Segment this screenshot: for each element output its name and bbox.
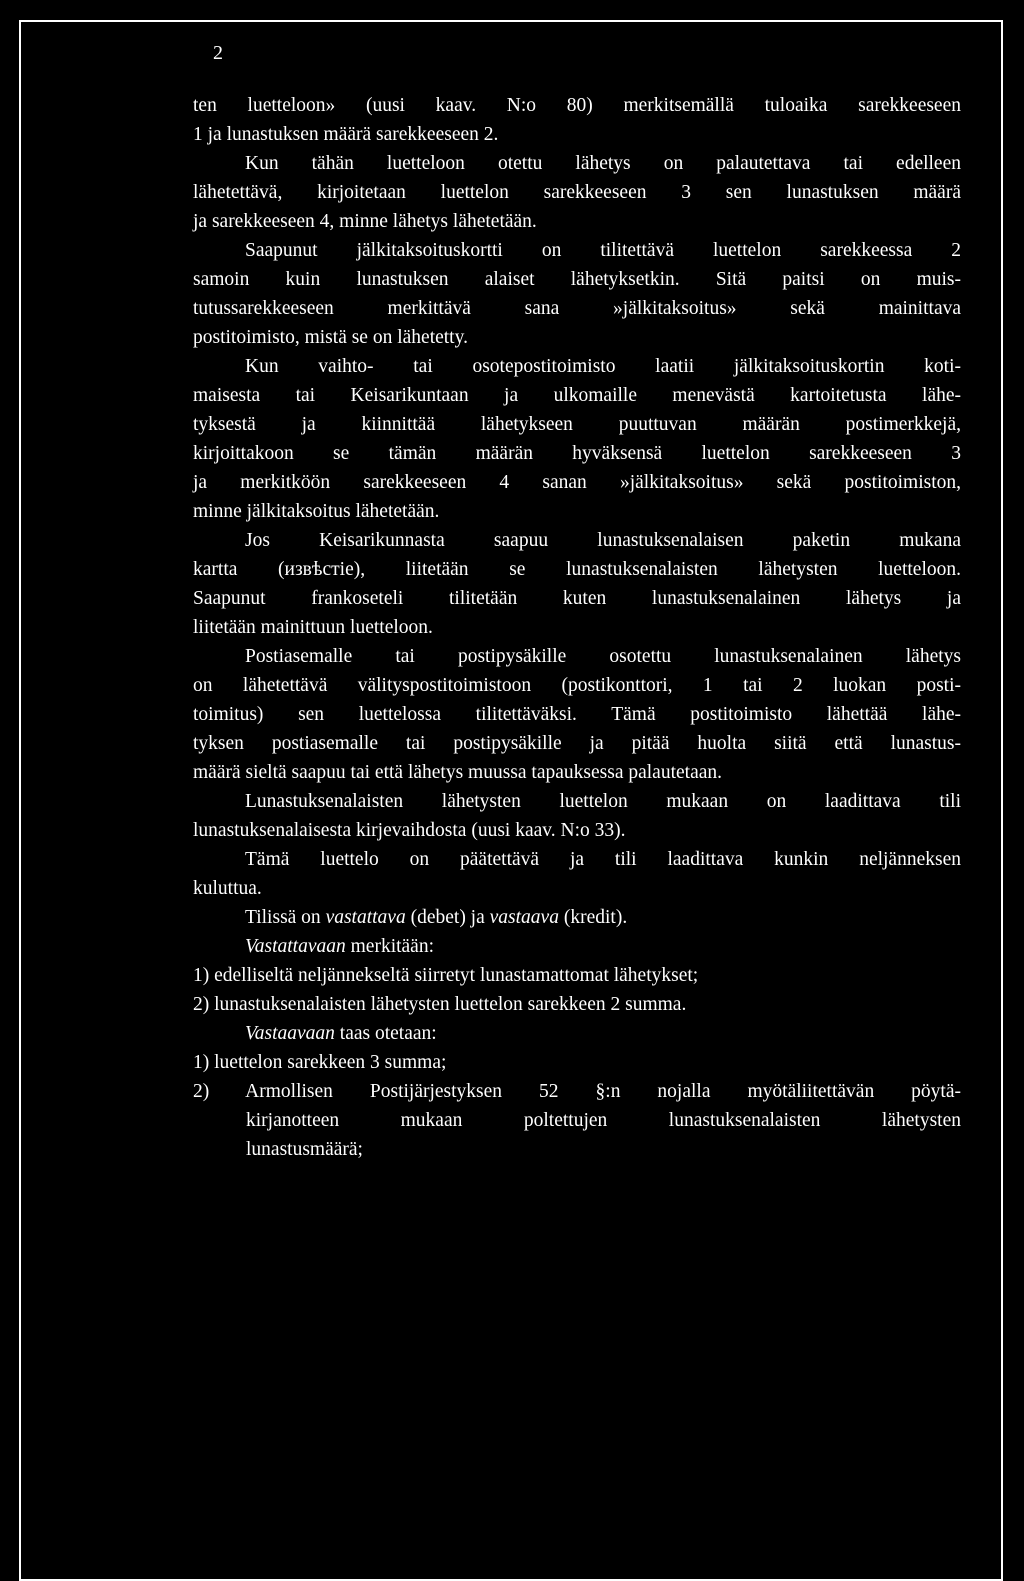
- emphasis-term: Vastattavaan: [245, 936, 346, 957]
- text-line: Kun tähän luetteloon otettu lähetys on palautettava tai edelleen: [245, 153, 961, 174]
- emphasis-term: Vastaavaan: [245, 1023, 335, 1044]
- list-item-continuation: lunastusmäärä;: [246, 1139, 363, 1160]
- text-line: toimitus) sen luettelossa tilitettäväksi. Tämä postitoimisto lähettää lähe-: [193, 704, 961, 725]
- list-item-continuation: kirjanotteen mukaan poltettujen lunastuksenalaisten lähetysten: [246, 1110, 961, 1131]
- text-line: maisesta tai Keisarikuntaan ja ulkomaille menevästä kartoitetusta lähe-: [193, 385, 961, 406]
- list-item: 2) Armollisen Postijärjestyksen 52 §:n nojalla myötäliitettävän pöytä-: [193, 1081, 961, 1102]
- text-line: lähetettävä, kirjoitetaan luettelon sarekkeeseen 3 sen lunastuksen määrä: [193, 182, 961, 203]
- list-item: 2) lunastuksenalaisten lähetysten luettelon sarekkeen 2 summa.: [193, 994, 687, 1015]
- text-line: lunastuksenalaisesta kirjevaihdosta (uusi kaav. N:o 33).: [193, 820, 626, 841]
- text-line: postitoimisto, mistä se on lähetetty.: [193, 327, 468, 348]
- text-line: Saapunut jälkitaksoituskortti on tilitettävä luettelon sarekkeessa 2: [245, 240, 961, 261]
- document-body: [193, 91, 961, 1164]
- text-line: Saapunut frankoseteli tilitetään kuten lunastuksenalainen lähetys ja: [193, 588, 961, 609]
- text-line: [193, 903, 961, 932]
- emphasis-term: vastaava: [489, 907, 559, 928]
- list-item: 1) edelliseltä neljännekseltä siirretyt lunastamattomat lähetykset;: [193, 965, 699, 986]
- list-item: 1) luettelon sarekkeen 3 summa;: [193, 1052, 447, 1073]
- text-line: liitetään mainittuun luetteloon.: [193, 617, 433, 638]
- text-run: (debet) ja: [405, 907, 490, 928]
- text-run: Tilissä on: [245, 907, 326, 928]
- text-line: tyksestä ja kiinnittää lähetykseen puuttuvan määrän postimerkkejä,: [193, 414, 961, 435]
- text-line: Lunastuksenalaisten lähetysten luettelon mukaan on laadittava tili: [245, 791, 961, 812]
- text-line: kuluttua.: [193, 878, 262, 899]
- text-line: samoin kuin lunastuksen alaiset lähetyksetkin. Sitä paitsi on muis-: [193, 269, 961, 290]
- text-line: tyksen postiasemalle tai postipysäkille ja pitää huolta siitä että lunastus-: [193, 733, 961, 754]
- text-line: määrä sieltä saapuu tai että lähetys muussa tapauksessa palautetaan.: [193, 762, 723, 783]
- text-line: Postiasemalle tai postipysäkille osotettu lunastuksenalainen lähetys: [245, 646, 961, 667]
- emphasis-term: vastattava: [325, 907, 406, 928]
- text-line: kartta (извѣстiе), liitetään se lunastuksenalaisten lähetysten luetteloon.: [193, 559, 961, 580]
- text-line: Kun vaihto- tai osotepostitoimisto laatii jälkitaksoituskortin koti-: [245, 356, 961, 377]
- text-line: ja merkitköön sarekkeeseen 4 sanan »jälkitaksoitus» sekä postitoimiston,: [193, 472, 961, 493]
- text-line: kirjoittakoon se tämän määrän hyväksensä luettelon sarekkeeseen 3: [193, 443, 961, 464]
- text-line: on lähetettävä välityspostitoimistoon (postikonttori, 1 tai 2 luokan posti-: [193, 675, 961, 696]
- text-line: ja sarekkeeseen 4, minne lähetys lähetetään.: [193, 211, 537, 232]
- text-line: Tämä luettelo on päätettävä ja tili laadittava kunkin neljänneksen: [245, 849, 961, 870]
- text-line: [193, 1019, 961, 1048]
- text-run: taas otetaan:: [334, 1023, 437, 1044]
- text-line: 1 ja lunastuksen määrä sarekkeeseen 2.: [193, 124, 499, 145]
- text-line: minne jälkitaksoitus lähetetään.: [193, 501, 440, 522]
- text-line: ten luetteloon» (uusi kaav. N:o 80) merkitsemällä tuloaika sarekkeeseen: [193, 95, 961, 116]
- text-line: [193, 932, 961, 961]
- text-run: merkitään:: [345, 936, 435, 957]
- text-line: tutussarekkeeseen merkittävä sana »jälkitaksoitus» sekä mainittava: [193, 298, 961, 319]
- page-number: 2: [213, 42, 223, 64]
- text-run: (kredit).: [558, 907, 628, 928]
- text-line: Jos Keisarikunnasta saapuu lunastuksenalaisen paketin mukana: [245, 530, 961, 551]
